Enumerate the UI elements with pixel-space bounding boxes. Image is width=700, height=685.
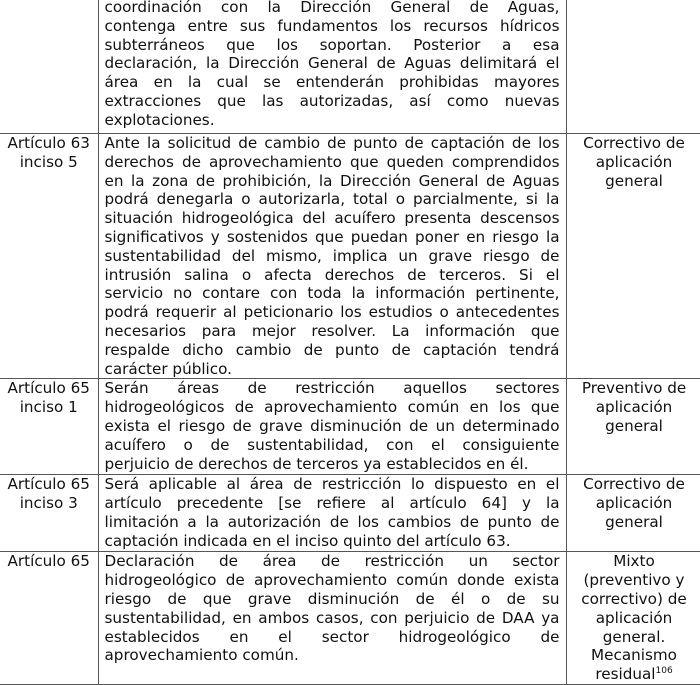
text-line: hidrogeológico de aprovechamiento común donde exista [104, 571, 560, 590]
text-line: sustentabilidad, en ambos casos, con perjuicio de DAA ya [104, 608, 560, 627]
footnote-ref: 106 [655, 666, 673, 677]
table-row [0, 0, 700, 134]
mechanism-type-cell [566, 134, 700, 379]
text-line: podrá requerir al peticionario los estudios o antecedentes [104, 303, 560, 322]
text-line: Serán áreas de restricción aquellos sectores [104, 379, 560, 398]
mechanism-type-cell [566, 552, 700, 685]
text-line: situación hidrogeológica del acuífero presenta descensos [104, 209, 560, 228]
text-line: en la zona de prohibición, la Dirección General de Aguas [104, 171, 560, 190]
text-line: carácter público. [104, 359, 232, 378]
text-line: artículo precedente [se refiere al artículo 64] y la [104, 494, 560, 513]
description-cell [98, 379, 566, 475]
text-line: Declaración de área de restricción un sector [104, 552, 560, 571]
text-line: extracciones que las autorizadas, así como nuevas [104, 91, 560, 110]
text-line: respalde dicho cambio de punto de captación tendrá [104, 340, 560, 359]
text-line: podrá denegarla o autorizarla, total o parcialmente, si la [104, 190, 560, 209]
text-line: perjuicio de derechos de terceros ya establecidos en él. [104, 454, 529, 473]
mechanism-type-cell [566, 475, 700, 552]
text-line: subterráneos que los soportan. Posterior a esa [104, 35, 560, 54]
description-cell [98, 475, 566, 552]
text-line: declaración, la Dirección General de Aguas delimitará el [104, 54, 560, 73]
table-row [0, 552, 700, 685]
mechanism-type-cell [566, 0, 700, 134]
text-line: exista el riesgo de grave disminución de un determinado [104, 416, 560, 435]
text-line: Ante la solicitud de cambio de punto de captación de los [104, 134, 560, 152]
text-line: limitación a la autorización de los cambios de punto de [104, 512, 560, 531]
mechanism-type-text: Preventivo de aplicación general [581, 379, 687, 435]
text-line: área en la cual se entenderán prohibidas mayores [104, 73, 560, 92]
table-row [0, 379, 700, 475]
description-cell [98, 0, 566, 134]
text-line: Será aplicable al área de restricción lo dispuesto en el [104, 475, 560, 494]
text-line: derechos de aprovechamiento que queden comprendidos [104, 152, 560, 171]
text-line: contenga entre sus fundamentos los recursos hídricos [104, 16, 560, 35]
table-row [0, 134, 700, 379]
text-line: explotaciones. [104, 110, 215, 129]
text-line: aprovechamiento común. [104, 646, 299, 665]
text-line: acuífero o de sustentabilidad, con el consiguiente [104, 435, 560, 454]
table-row [0, 475, 700, 552]
text-line: necesarios para mejor resolver. La información que [104, 321, 560, 340]
text-line: intrusión salina o afecta derechos de terceros. Si el [104, 265, 560, 284]
text-line: establecidos en el sector hidrogeológico de [104, 627, 560, 646]
text-line: significativos y sostenidos que puedan poner en riesgo la [104, 227, 560, 246]
description-cell [98, 134, 566, 379]
text-line: riesgo de que grave disminución de él o de su [104, 589, 560, 608]
text-line: hidrogeológicos de aprovechamiento común en los que [104, 398, 560, 417]
article-cell: Artículo 65 inciso 3 [0, 475, 98, 552]
article-cell: Artículo 65 inciso 1 [0, 379, 98, 475]
article-cell: Artículo 65 [0, 552, 98, 685]
description-cell [98, 552, 566, 685]
text-line: sustentabilidad del mismo, implica un grave riesgo de [104, 246, 560, 265]
article-cell: Artículo 63 inciso 5 [0, 134, 98, 379]
text-line: servicio no contare con toda la información pertinente, [104, 284, 560, 303]
text-line: coordinación con la Dirección General de Aguas, [104, 0, 560, 16]
article-cell [0, 0, 98, 134]
mechanism-type-text: Correctivo de aplicación general [583, 475, 685, 531]
mechanism-type-cell [566, 379, 700, 475]
mechanism-type-text: Mixto (preventivo y correctivo) de aplicación general. Mecanismo residual [581, 552, 687, 684]
mechanism-type-text: Correctivo de aplicación general [583, 134, 685, 190]
text-line: captación indicada en el inciso quinto del artículo 63. [104, 531, 511, 550]
